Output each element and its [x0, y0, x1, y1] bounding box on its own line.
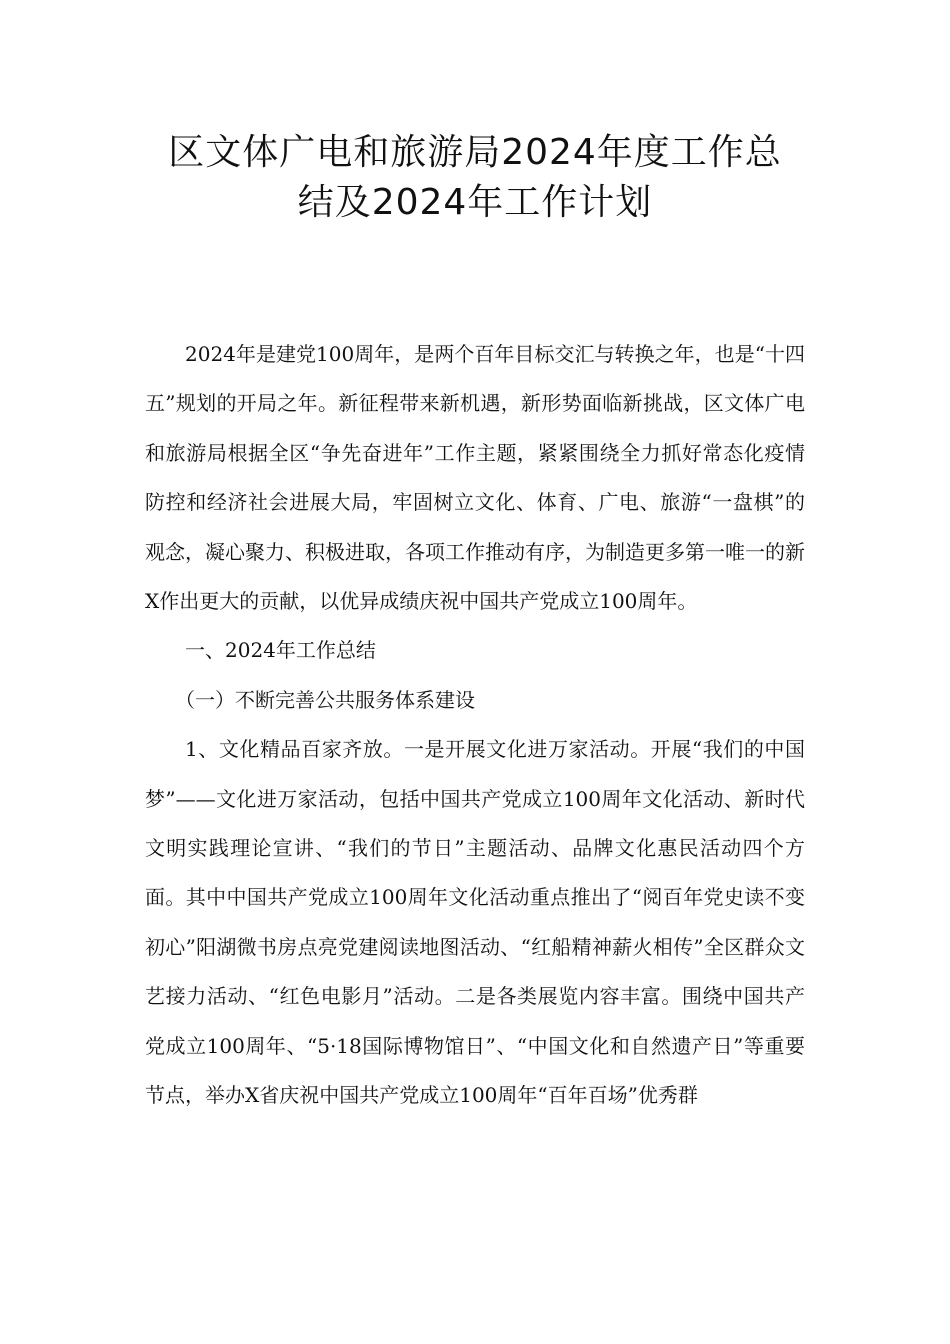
- section-heading: 一、2024年工作总结: [185, 638, 376, 663]
- subsection-heading: （一）不断完善公共服务体系建设: [175, 687, 475, 712]
- document-title: [120, 128, 830, 228]
- body-paragraph: 1、文化精品百家齐放。一是开展文化进万家活动。开展“我们的中国梦”——文化进万家活动，包括中国共产党成立100周年文化活动、新时代文明实践理论宣讲、“我们的节日”主题活动、品牌文化惠民活动四个方面。其中中国共产党成立100周年文化活动重点推出了“阅百年党史读不变初心”阳湖微书房点亮党建阅读地图活动、“红船精神薪火相传”全区群众文艺接力活动、“红色电影月”活动。二是各类展览内容丰富。围绕中国共产党成立100周年、“5·18国际博物馆日”、“中国文化和自然遗产日”等重要节点，举办X省庆祝中国共产党成立100周年“百年百场”优秀群: [145, 737, 805, 1108]
- title-line-1: 区文体广电和旅游局2024年度工作总: [168, 132, 782, 173]
- intro-paragraph: 2024年是建党100周年，是两个百年目标交汇与转换之年，也是“十四五”规划的开局之年。新征程带来新机遇，新形势面临新挑战，区文体广电和旅游局根据全区“争先奋进年”工作主题，紧紧围绕全力抓好常态化疫情防控和经济社会进展大局，牢固树立文化、体育、广电、旅游“一盘棋”的观念，凝心聚力、积极进取，各项工作推动有序，为制造更多第一唯一的新X作出更大的贡献，以优异成绩庆祝中国共产党成立100周年。: [145, 342, 805, 614]
- document-body: [145, 330, 805, 1121]
- title-line-2: 结及2024年工作计划: [297, 182, 653, 223]
